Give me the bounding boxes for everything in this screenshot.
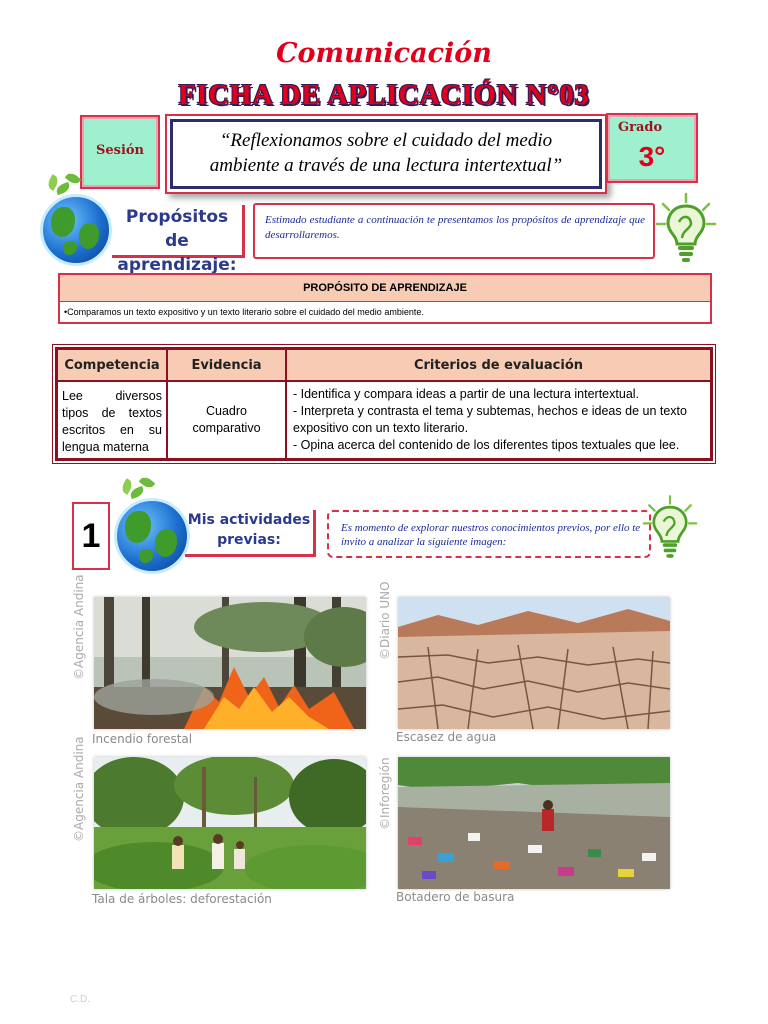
subject-title: Comunicación — [276, 38, 492, 69]
activity-instructions: Es momento de explorar nuestros conocimientos previos, por ello te invito a analizar la siguiente imagen: — [341, 522, 641, 548]
evaluation-table — [55, 347, 713, 461]
purpose-table-header: PROPÓSITO DE APRENDIZAJE — [60, 275, 710, 302]
dry-cracked-earth-photo — [398, 597, 670, 729]
purposes-title-line2: aprendizaje: — [117, 255, 237, 275]
garbage-dump-photo — [398, 757, 670, 889]
photo-caption: Escasez de agua — [396, 730, 497, 744]
footer-initials: C.D. — [70, 994, 90, 1005]
activity-title-line1: Mis actividades — [187, 512, 311, 528]
photo-caption: Botadero de basura — [396, 890, 515, 904]
purpose-table-row: •Comparamos un texto expositivo y un texto literario sobre el cuidado del medio ambiente. — [64, 307, 424, 317]
session-title — [181, 128, 591, 178]
cell-evidencia — [167, 381, 286, 460]
session-title-line1: “Reflexionamos sobre el cuidado del medio — [219, 130, 553, 151]
globe-icon — [36, 172, 116, 264]
purposes-intro-text: Estimado estudiante a continuación te presentamos los propósitos de aprendizaje que desarrollaremos. — [265, 214, 645, 241]
purpose-table — [58, 273, 712, 324]
criterio-item: - Opina acerca del contenido de los diferentes tipos textuales que lee. — [293, 438, 680, 452]
header-criterios: Criterios de evaluación — [286, 349, 712, 382]
forest-fire-photo — [94, 597, 366, 729]
header-competencia: Competencia — [57, 349, 168, 382]
evaluation-table-row — [57, 381, 712, 460]
photo-credit: ©Diario UNO — [378, 581, 392, 660]
evidencia-line1: Cuadro — [206, 404, 247, 418]
cell-criterios — [286, 381, 712, 460]
grade-box — [606, 113, 698, 183]
purposes-title — [112, 205, 245, 275]
grade-label: Grado — [618, 120, 663, 135]
evidencia-line2: comparativo — [192, 421, 261, 435]
criterio-item: - Interpreta y contrasta el tema y subtemas, hechos e ideas de un texto expositivo con un texto literario. — [293, 404, 687, 435]
lightbulb-icon — [655, 192, 717, 264]
lightbulb-icon — [642, 494, 698, 560]
globe-icon — [110, 478, 190, 570]
deforestation-photo — [94, 757, 366, 889]
purposes-title-line1: Propósitos de — [125, 207, 229, 251]
photo-credit: ©Agencia Andina — [72, 736, 86, 842]
activity-number: 1 — [72, 502, 110, 570]
photo-caption: Incendio forestal — [92, 732, 193, 746]
session-label: Sesión — [95, 143, 145, 158]
photo-credit: ©Agencia Andina — [72, 574, 86, 680]
header-evidencia: Evidencia — [167, 349, 286, 382]
activity-instructions-box — [327, 510, 651, 558]
session-title-box — [170, 119, 602, 189]
photo-caption: Tala de árboles: deforestación — [92, 892, 272, 906]
photo-credit: ©Inforegión — [378, 757, 392, 830]
activity-title-line2: previas: — [217, 532, 281, 548]
document-title: FICHA DE APLICACIÓN N°03 — [178, 80, 590, 111]
purposes-intro-box — [253, 203, 655, 259]
cell-competencia: Lee diversos tipos de textos escritos en su lengua materna — [57, 381, 168, 460]
session-title-line2: ambiente a través de una lectura intertextual” — [209, 155, 563, 176]
evaluation-table-header-row — [57, 349, 712, 382]
criterio-item: - Identifica y compara ideas a partir de una lectura intertextual. — [293, 387, 640, 401]
grade-value: 3° — [638, 141, 666, 172]
activity-title — [185, 510, 316, 557]
